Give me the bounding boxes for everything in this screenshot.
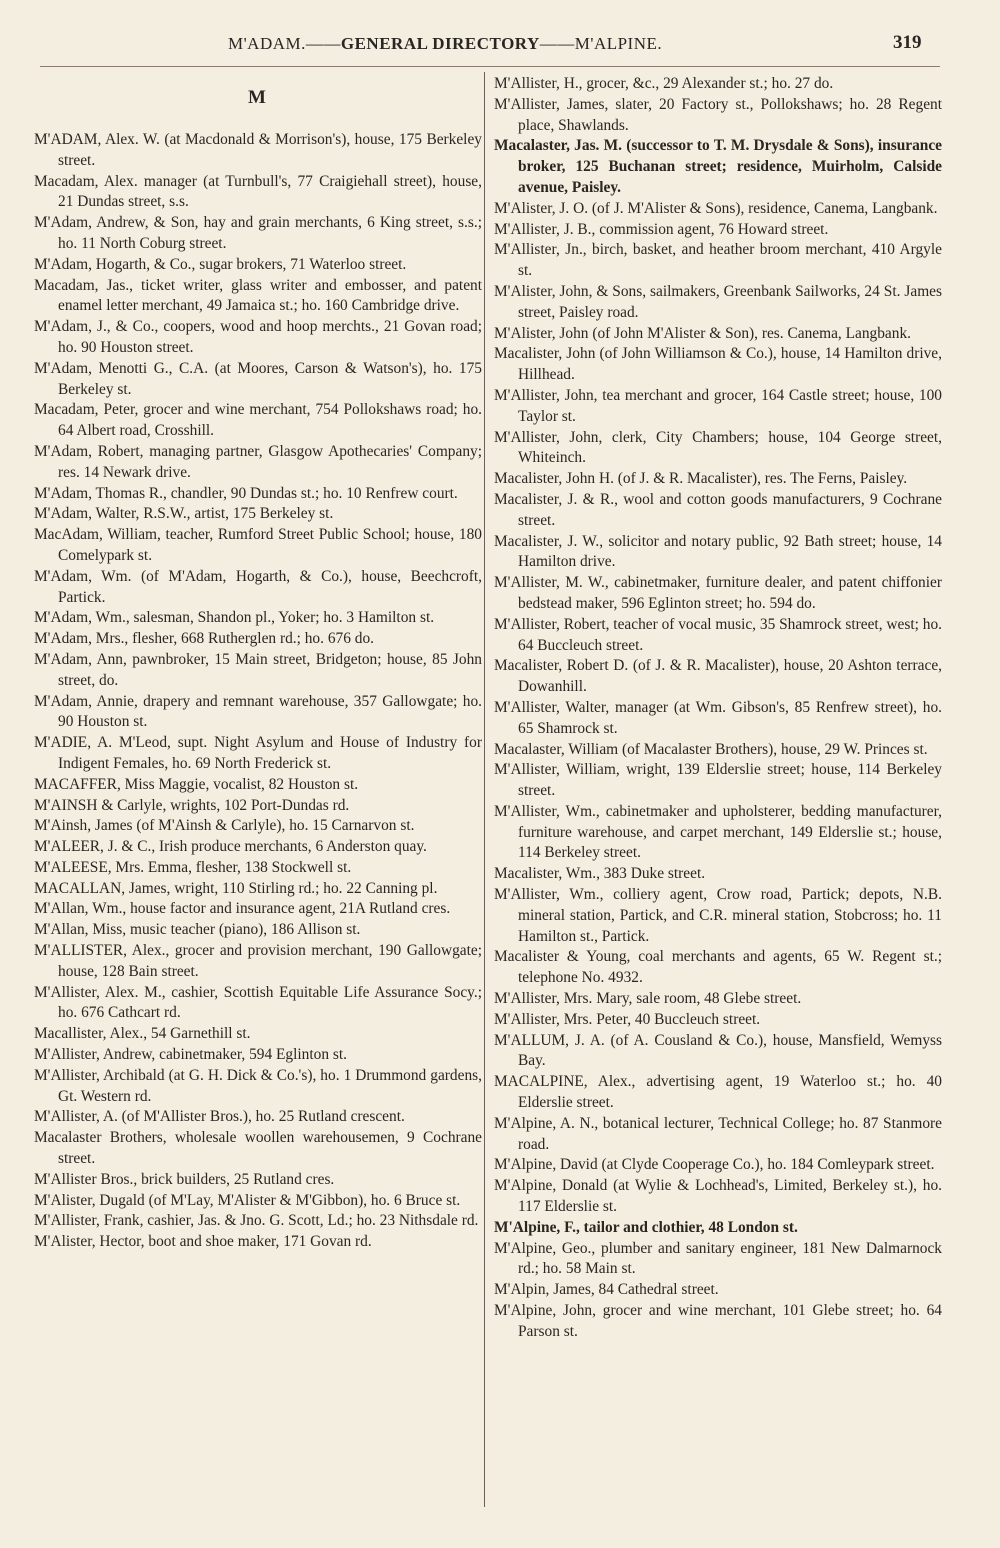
column-divider bbox=[484, 72, 485, 1507]
header-rule bbox=[40, 66, 940, 67]
directory-entry: M'Adam, Robert, managing partner, Glasgow Apothecaries' Company; res. 14 Newark drive. bbox=[34, 442, 482, 481]
directory-entry: M'Alister, Hector, boot and shoe maker, 171 Govan rd. bbox=[34, 1233, 372, 1251]
directory-entry: M'Allister, Alex. M., cashier, Scottish Equitable Life Assurance Socy.; ho. 676 Cathcart rd. bbox=[34, 983, 482, 1022]
running-header bbox=[0, 32, 1000, 62]
directory-entry: M'Allister, Mrs. Peter, 40 Buccleuch street. bbox=[494, 1010, 761, 1028]
directory-entry: M'ADIE, A. M'Leod, supt. Night Asylum and House of Industry for Indigent Females, ho. 69 North Frederick st. bbox=[34, 734, 482, 772]
directory-entry: M'Allister, James, slater, 20 Factory st., Pollokshaws; ho. 28 Regent place, Shawlands. bbox=[494, 95, 942, 134]
directory-entry: M'Adam, Hogarth, & Co., sugar brokers, 71 Waterloo street. bbox=[34, 255, 407, 273]
directory-entry: MACALLAN, James, wright, 110 Stirling rd.; ho. 22 Canning pl. bbox=[34, 879, 438, 897]
directory-entry: M'ADAM, Alex. W. (at Macdonald & Morrison's), house, 175 Berkeley street. bbox=[34, 131, 482, 169]
left-entries bbox=[32, 130, 482, 1253]
directory-entry: Macallister, Alex., 54 Garnethill st. bbox=[34, 1025, 251, 1043]
directory-entry: M'Adam, Mrs., flesher, 668 Rutherglen rd.; ho. 676 do. bbox=[34, 630, 374, 648]
directory-entry: Macalister, J. W., solicitor and notary public, 92 Bath street; house, 14 Hamilton drive. bbox=[494, 532, 942, 571]
directory-entry: M'Adam, Annie, drapery and remnant warehouse, 357 Gallowgate; ho. 90 Houston st. bbox=[34, 692, 482, 731]
directory-entry: M'Alister, John, & Sons, sailmakers, Greenbank Sailworks, 24 St. James street, Paisley road. bbox=[494, 282, 942, 321]
page-number: 319 bbox=[893, 32, 922, 53]
directory-entry: M'Alpine, A. N., botanical lecturer, Technical College; ho. 87 Stanmore road. bbox=[494, 1114, 942, 1153]
directory-entry: M'Allister, John, tea merchant and grocer, 164 Castle street; house, 100 Taylor st. bbox=[494, 386, 942, 425]
directory-entry: Macadam, Peter, grocer and wine merchant, 754 Pollokshaws road; ho. 64 Albert road, Crosshill. bbox=[34, 401, 482, 440]
directory-entry: M'Adam, Wm., salesman, Shandon pl., Yoker; ho. 3 Hamilton st. bbox=[34, 609, 435, 627]
directory-entry: M'Allister, Andrew, cabinetmaker, 594 Eglinton st. bbox=[34, 1046, 347, 1064]
directory-entry: M'Allister, J. B., commission agent, 76 Howard street. bbox=[494, 220, 829, 238]
directory-entry: M'Adam, Andrew, & Son, hay and grain merchants, 6 King street, s.s.; ho. 11 North Coburg street. bbox=[34, 214, 482, 252]
directory-entry: M'Allister, Jn., birch, basket, and heather broom merchant, 410 Argyle st. bbox=[494, 241, 942, 280]
header-right: M'ALPINE. bbox=[574, 34, 663, 53]
directory-entry: Macalister, John H. (of J. & R. Macalister), res. The Ferns, Paisley. bbox=[494, 470, 908, 488]
directory-entry: MACALPINE, Alex., advertising agent, 19 Waterloo st.; ho. 40 Elderslie street. bbox=[494, 1073, 942, 1112]
section-letter: M bbox=[248, 87, 266, 108]
directory-entry: M'Allan, Wm., house factor and insurance agent, 21A Rutland cres. bbox=[34, 900, 451, 918]
directory-entry: Macalister, John (of John Williamson & Co.), house, 14 Hamilton drive, Hillhead. bbox=[494, 345, 942, 384]
directory-entry: M'ALLUM, J. A. (of A. Cousland & Co.), house, Mansfield, Wemyss Bay. bbox=[494, 1031, 942, 1070]
directory-entry: M'Adam, Wm. (of M'Adam, Hogarth, & Co.), house, Beechcroft, Partick. bbox=[34, 567, 482, 606]
directory-entry: Macalister & Young, coal merchants and agents, 65 W. Regent st.; telephone No. 4932. bbox=[494, 948, 942, 987]
directory-entry: M'AINSH & Carlyle, wrights, 102 Port-Dundas rd. bbox=[34, 796, 350, 814]
directory-entry: M'ALEER, J. & C., Irish produce merchants, 6 Anderston quay. bbox=[34, 838, 427, 856]
directory-entry: M'ALLISTER, Alex., grocer and provision merchant, 190 Gallowgate; house, 128 Bain street. bbox=[34, 942, 482, 980]
directory-entry: M'Allister, M. W., cabinetmaker, furniture dealer, and patent chiffonier bedstead maker, 596 Eglinton street; ho. 594 do. bbox=[494, 574, 942, 612]
directory-entry: Macalaster Brothers, wholesale woollen warehousemen, 9 Cochrane street. bbox=[34, 1129, 482, 1168]
directory-entry: M'Allister, William, wright, 139 Elderslie street; house, 114 Berkeley street. bbox=[494, 761, 942, 800]
directory-entry: M'Allister, Walter, manager (at Wm. Gibson's, 85 Renfrew street), ho. 65 Shamrock st. bbox=[494, 698, 942, 737]
header-left: M'ADAM. bbox=[228, 34, 306, 53]
directory-entry: M'Allister, A. (of M'Allister Bros.), ho. 25 Rutland crescent. bbox=[34, 1108, 405, 1126]
directory-entry: M'Allister, Archibald (at G. H. Dick & Co.'s), ho. 1 Drummond gardens, Gt. Western rd. bbox=[34, 1066, 482, 1105]
directory-entry: M'Adam, Ann, pawnbroker, 15 Main street, Bridgeton; house, 85 John street, do. bbox=[34, 650, 482, 689]
directory-entry: Macalister, J. & R., wool and cotton goods manufacturers, 9 Cochrane street. bbox=[494, 490, 942, 529]
directory-entry: Macalister, Robert D. (of J. & R. Macalister), house, 20 Ashton terrace, Dowanhill. bbox=[494, 657, 942, 696]
left-column bbox=[32, 76, 482, 1253]
directory-entry: Macadam, Alex. manager (at Turnbull's, 77 Craigiehall street), house, 21 Dundas street, s.s. bbox=[34, 172, 482, 211]
directory-entry: M'Allan, Miss, music teacher (piano), 186 Allison st. bbox=[34, 921, 361, 939]
directory-entry: M'Alpine, Geo., plumber and sanitary engineer, 181 New Dalmarnock rd.; ho. 58 Main st. bbox=[494, 1239, 942, 1278]
directory-entry: M'Allister, H., grocer, &c., 29 Alexander st.; ho. 27 do. bbox=[494, 75, 834, 92]
header-dash-1: —— bbox=[305, 34, 341, 53]
directory-entry: M'Alister, Dugald (of M'Lay, M'Alister & M'Gibbon), ho. 6 Bruce st. bbox=[34, 1191, 461, 1209]
directory-entry: Macalister, Wm., 383 Duke street. bbox=[494, 865, 706, 883]
directory-entry: M'Alister, John (of John M'Alister & Son), res. Canema, Langbank. bbox=[494, 324, 911, 342]
directory-entry: M'Adam, J., & Co., coopers, wood and hoop merchts., 21 Govan road; ho. 90 Houston street. bbox=[34, 318, 482, 356]
right-column bbox=[492, 74, 942, 1343]
directory-entry: Macalaster, Jas. M. (successor to T. M. Drysdale & Sons), insurance broker, 125 Buchanan street; residence, Muirholm, Calside avenue, Paisley. bbox=[494, 137, 942, 196]
header-center: GENERAL DIRECTORY bbox=[340, 34, 540, 53]
directory-entry: M'Alpine, David (at Clyde Cooperage Co.), ho. 184 Comleypark street. bbox=[494, 1156, 935, 1174]
directory-entry: Macalaster, William (of Macalaster Brothers), house, 29 W. Princes st. bbox=[494, 740, 928, 758]
directory-entry: M'Allister Bros., brick builders, 25 Rutland cres. bbox=[34, 1170, 335, 1188]
directory-entry: M'Allister, John, clerk, City Chambers; house, 104 George street, Whiteinch. bbox=[494, 428, 942, 467]
directory-entry: M'Adam, Menotti G., C.A. (at Moores, Carson & Watson's), ho. 175 Berkeley st. bbox=[34, 359, 482, 398]
directory-entry: M'ALEESE, Mrs. Emma, flesher, 138 Stockwell st. bbox=[34, 858, 352, 876]
directory-entry: M'Alpine, John, grocer and wine merchant, 101 Glebe street; ho. 64 Parson st. bbox=[494, 1302, 942, 1340]
directory-entry: M'Allister, Frank, cashier, Jas. & Jno. G. Scott, Ld.; ho. 23 Nithsdale rd. bbox=[34, 1212, 479, 1230]
directory-entry: M'Allister, Wm., colliery agent, Crow road, Partick; depots, N.B. mineral station, Partick, and C.R. mineral station, Stobcross; ho. 11 Hamilton st., Partick. bbox=[494, 886, 942, 945]
directory-entry: M'Alpine, F., tailor and clothier, 48 London st. bbox=[494, 1218, 798, 1236]
directory-entry: M'Adam, Walter, R.S.W., artist, 175 Berkeley st. bbox=[34, 505, 334, 523]
directory-entry: M'Allister, Mrs. Mary, sale room, 48 Glebe street. bbox=[494, 990, 802, 1008]
directory-entry: M'Allister, Wm., cabinetmaker and upholsterer, bedding manufacturer, furniture warehouse, and carpet merchant, 149 Elderslie st.; house, 114 Berkeley street. bbox=[494, 802, 942, 862]
directory-entry: M'Alpin, James, 84 Cathedral street. bbox=[494, 1281, 719, 1299]
directory-entry: MACAFFER, Miss Maggie, vocalist, 82 Houston st. bbox=[34, 775, 359, 793]
header-dash-2: —— bbox=[539, 34, 575, 53]
directory-entry: M'Adam, Thomas R., chandler, 90 Dundas st.; ho. 10 Renfrew court. bbox=[34, 484, 458, 502]
directory-entry: M'Ainsh, James (of M'Ainsh & Carlyle), ho. 15 Carnarvon st. bbox=[34, 817, 415, 835]
right-entries bbox=[492, 74, 942, 1343]
header-title bbox=[228, 34, 662, 54]
directory-entry: M'Allister, Robert, teacher of vocal music, 35 Shamrock street, west; ho. 64 Buccleuch street. bbox=[494, 615, 942, 654]
directory-entry: M'Alister, J. O. (of J. M'Alister & Sons), residence, Canema, Langbank. bbox=[494, 199, 938, 217]
directory-entry: M'Alpine, Donald (at Wylie & Lochhead's, Limited, Berkeley st.), ho. 117 Elderslie st. bbox=[494, 1177, 942, 1216]
directory-entry: Macadam, Jas., ticket writer, glass writer and embosser, and patent enamel letter merchant, 49 Jamaica st.; ho. 160 Cambridge drive. bbox=[34, 276, 482, 315]
directory-entry: MacAdam, William, teacher, Rumford Street Public School; house, 180 Comelypark st. bbox=[34, 526, 482, 564]
